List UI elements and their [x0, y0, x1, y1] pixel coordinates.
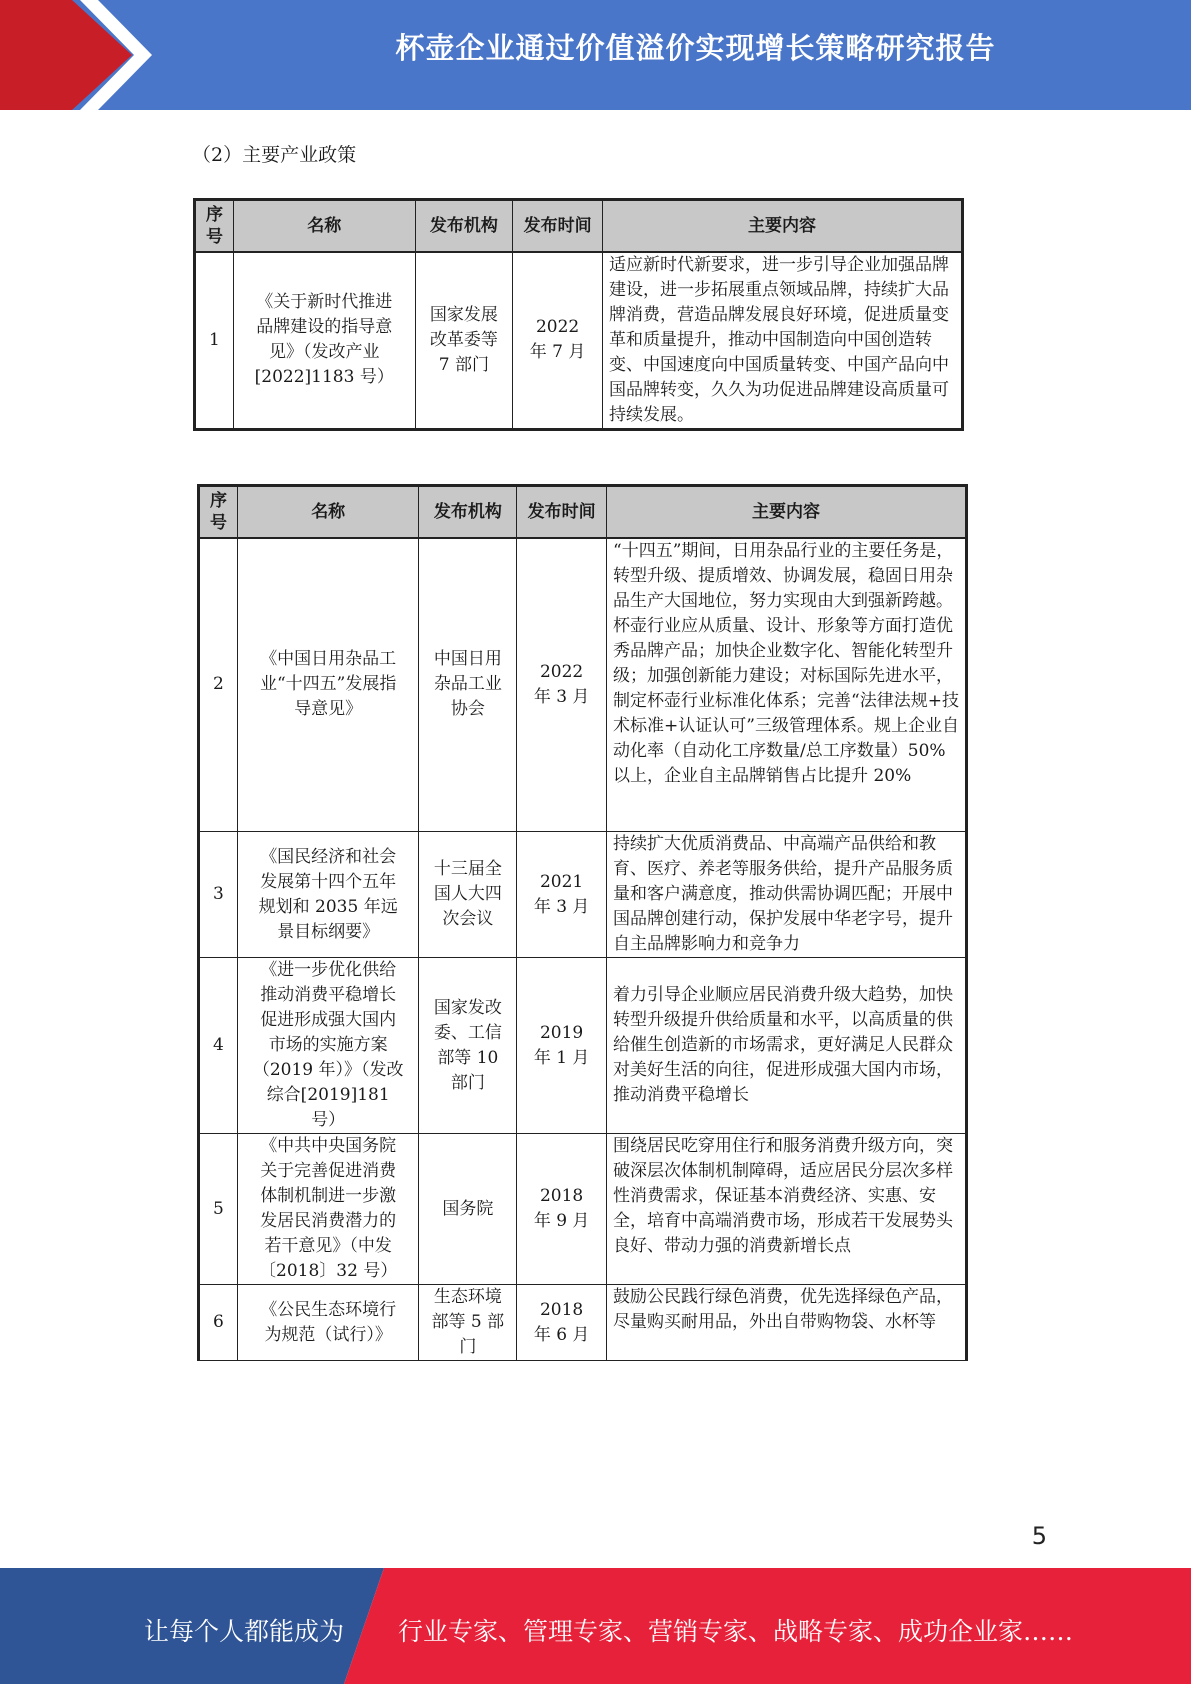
policy-name: 《公民生态环境行为规范（试行）》: [237, 1285, 419, 1361]
table-row: [195, 252, 963, 430]
header-no: 序号: [195, 200, 234, 252]
policy-date: 2022 年 3 月: [517, 538, 607, 832]
policy-content: 着力引导企业顺应居民消费升级大趋势，加快转型升级提升供给质量和水平，以高质量的供给催生创造新的市场需求，更好满足人民群众对美好生活的向往，促进形成强大国内市场，推动消费平稳增长: [607, 958, 967, 1134]
header-name: 名称: [237, 486, 419, 538]
policy-content: 适应新时代新要求，进一步引导企业加强品牌建设，进一步拓展重点领域品牌，持续扩大品牌消费，营造品牌发展良好环境，促进质量变革和质量提升，推动中国制造向中国创造转变、中国速度向中国质量转变、中国产品向中国品牌转变，久久为功促进品牌建设高质量可持续发展。: [603, 252, 963, 430]
policy-issuer: 国家发改委、工信部等 10 部门: [419, 958, 517, 1134]
policy-issuer: 中国日用杂品工业协会: [419, 538, 517, 832]
policy-table-1: [193, 198, 964, 431]
table-row: [199, 1134, 967, 1285]
row-number: 6: [199, 1285, 238, 1361]
header-content: 主要内容: [603, 200, 963, 252]
policy-issuer: 国务院: [419, 1134, 517, 1285]
table-row: [199, 538, 967, 832]
footer-slogan-left: 让每个人都能成为: [144, 1617, 345, 1646]
header-name: 名称: [233, 200, 415, 252]
table-header-row: [199, 486, 967, 538]
chevron-logo-icon: [0, 0, 160, 110]
footer-slogan-right: 行业专家、管理专家、营销专家、战略专家、成功企业家……: [398, 1617, 1074, 1646]
policy-date: 2022 年 7 月: [513, 252, 603, 430]
policy-issuer: 十三届全国人大四次会议: [419, 832, 517, 958]
header-banner: [0, 0, 1191, 110]
page-number: 5: [1031, 1522, 1047, 1550]
section-heading: （2）主要产业政策: [192, 144, 357, 166]
table-row: [199, 958, 967, 1134]
table-row: [199, 1285, 967, 1361]
policy-name: 《中共中央国务院关于完善促进消费体制机制进一步激发居民消费潜力的若干意见》（中发〔2018〕32 号）: [237, 1134, 419, 1285]
table-row: [199, 832, 967, 958]
policy-name: 《中国日用杂品工业“十四五”发展指导意见》: [237, 538, 419, 832]
policy-content: “十四五”期间，日用杂品行业的主要任务是，转型升级、提质增效、协调发展，稳固日用杂品生产大国地位，努力实现由大到强新跨越。杯壶行业应从质量、设计、形象等方面打造优秀品牌产品；加快企业数字化、智能化转型升级；加强创新能力建设；对标国际先进水平，制定杯壶行业标准化体系；完善“法律法规+技术标准+认证认可”三级管理体系。规上企业自动化率（自动化工序数量/总工序数量）50%以上，企业自主品牌销售占比提升 20%: [607, 538, 967, 832]
policy-content: 围绕居民吃穿用住行和服务消费升级方向，突破深层次体制机制障碍，适应居民分层次多样性消费需求，保证基本消费经济、实惠、安全，培育中高端消费市场，形成若干发展势头良好、带动力强的消费新增长点: [607, 1134, 967, 1285]
header-issuer: 发布机构: [415, 200, 513, 252]
policy-date: 2019 年 1 月: [517, 958, 607, 1134]
header-date: 发布时间: [517, 486, 607, 538]
policy-issuer: 国家发展改革委等 7 部门: [415, 252, 513, 430]
row-number: 5: [199, 1134, 238, 1285]
row-number: 2: [199, 538, 238, 832]
row-number: 1: [195, 252, 234, 430]
policy-name: 《关于新时代推进品牌建设的指导意见》（发改产业[2022]1183 号）: [233, 252, 415, 430]
header-date: 发布时间: [513, 200, 603, 252]
header-issuer: 发布机构: [419, 486, 517, 538]
header-no: 序号: [199, 486, 238, 538]
policy-content: 持续扩大优质消费品、中高端产品供给和教育、医疗、养老等服务供给，提升产品服务质量和客户满意度，推动供需协调匹配；开展中国品牌创建行动，保护发展中华老字号，提升自主品牌影响力和竞争力: [607, 832, 967, 958]
report-title: 杯壶企业通过价值溢价实现增长策略研究报告: [395, 31, 996, 65]
row-number: 4: [199, 958, 238, 1134]
policy-issuer: 生态环境部等 5 部门: [419, 1285, 517, 1361]
policy-name: 《进一步优化供给推动消费平稳增长促进形成强大国内市场的实施方案（2019 年）》（发改综合[2019]181 号）: [237, 958, 419, 1134]
policy-table-2: [197, 484, 968, 1361]
policy-date: 2021 年 3 月: [517, 832, 607, 958]
policy-content: 鼓励公民践行绿色消费，优先选择绿色产品，尽量购买耐用品，外出自带购物袋、水杯等: [607, 1285, 967, 1361]
header-content: 主要内容: [607, 486, 967, 538]
policy-date: 2018 年 6 月: [517, 1285, 607, 1361]
row-number: 3: [199, 832, 238, 958]
table-header-row: [195, 200, 963, 252]
policy-date: 2018 年 9 月: [517, 1134, 607, 1285]
policy-name: 《国民经济和社会发展第十四个五年规划和 2035 年远景目标纲要》: [237, 832, 419, 958]
